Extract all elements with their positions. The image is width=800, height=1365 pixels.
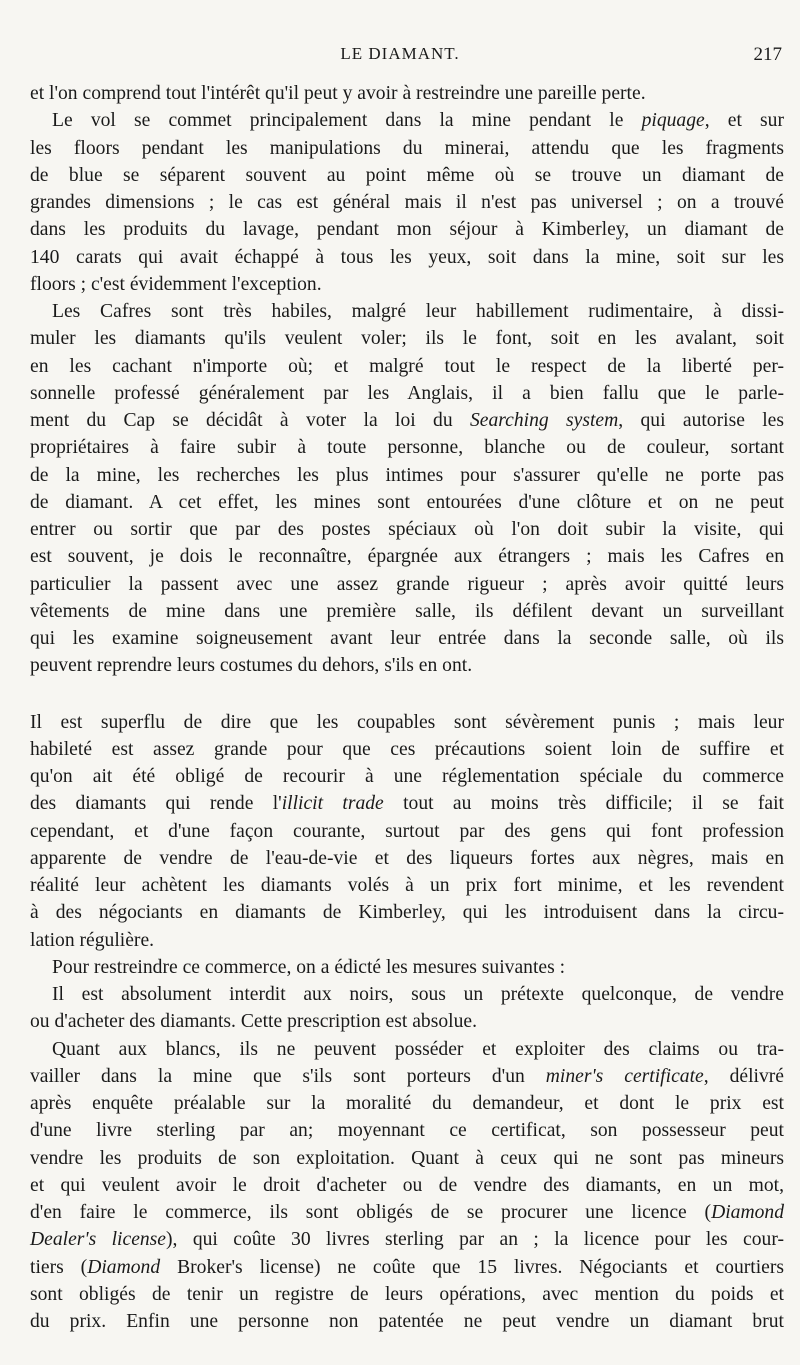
text-line: habileté est assez grande pour que ces précautions soient loin de suffire et bbox=[30, 738, 784, 760]
paragraph-measures bbox=[30, 954, 784, 981]
text-line: Il est absolument interdit aux noirs, sous un prétexte quelconque, de vendre bbox=[52, 984, 784, 1005]
text-line: muler les diamants qu'ils veulent voler; ils le font, soit en les avalant, soit bbox=[30, 328, 784, 350]
text-line: et qui veulent avoir le droit d'acheter ou de vendre des diamants, en un mot, bbox=[30, 1174, 784, 1196]
text-line: sont obligés de tenir un registre de leurs opérations, avec mention du poids et bbox=[30, 1283, 784, 1305]
body-text bbox=[30, 80, 784, 1335]
text-line: dans les produits du lavage, pendant mon séjour à Kimberley, un diamant de bbox=[30, 219, 784, 241]
paragraph-prohibition bbox=[30, 981, 784, 1036]
text-line: Quant aux blancs, ils ne peuvent posséder et exploiter des claims ou tra- bbox=[52, 1038, 784, 1060]
text-line: ment du Cap se décidât à voter la loi du Searching system, qui autorise les bbox=[30, 410, 784, 431]
paragraph-continuation bbox=[30, 80, 784, 107]
text-line: en les cachant n'importe où; et malgré tout le respect de la liberté per- bbox=[30, 355, 784, 377]
paragraph-illicit-trade bbox=[30, 709, 784, 954]
running-header bbox=[0, 44, 800, 70]
text-line: sonnelle professé généralement par les Anglais, il a bien fallu que le parle- bbox=[30, 382, 784, 404]
text-line: vendre les produits de son exploitation. Quant à ceux qui ne sont pas mineurs bbox=[30, 1147, 784, 1169]
text-line: apparente de vendre de l'eau-de-vie et des liqueurs fortes aux nègres, mais en bbox=[30, 847, 784, 869]
text-line: du prix. Enfin une personne non patentée ne peut vendre un diamant brut bbox=[30, 1311, 784, 1332]
text-line: 140 carats qui avait échappé à tous les yeux, soit dans la mine, soit sur les bbox=[30, 246, 784, 268]
text-line: de blue se séparent souvent au point même où se trouve un diamant de bbox=[30, 164, 784, 186]
text-line: Pour restreindre ce commerce, on a édicté les mesures suivantes : bbox=[52, 956, 566, 978]
text-line: à des négociants en diamants de Kimberley, qui les introduisent dans la circu- bbox=[30, 902, 784, 924]
text-line: Le vol se commet principalement dans la mine pendant le piquage, et sur bbox=[52, 110, 784, 132]
text-line: de diamant. A cet effet, les mines sont entourées d'une clôture et on ne peut bbox=[30, 491, 784, 513]
text-line: entrer ou sortir que par des postes spéciaux où l'on doit subir la visite, qui bbox=[30, 519, 784, 540]
text-line: réalité leur achètent les diamants volés à un prix fort minime, et les revendent bbox=[30, 875, 784, 896]
text-line: grandes dimensions ; le cas est général mais il n'est pas universel ; on a trouvé bbox=[30, 192, 784, 213]
running-title: LE DIAMANT. bbox=[340, 44, 460, 63]
page-number: 217 bbox=[753, 44, 782, 65]
text-line: qu'on ait été obligé de recourir à une réglementation spéciale du commerce bbox=[30, 766, 784, 787]
text-line: d'en faire le commerce, ils sont obligés de se procurer une licence (Diamond bbox=[30, 1202, 784, 1223]
text-line: peuvent reprendre leurs costumes du dehors, s'ils en ont. bbox=[30, 655, 473, 677]
text-line: Dealer's license), qui coûte 30 livres sterling par an ; la licence pour les cour- bbox=[30, 1229, 784, 1251]
text-line: et l'on comprend tout l'intérêt qu'il peut y avoir à restreindre une pareille perte. bbox=[30, 83, 646, 104]
text-line: tiers (Diamond Broker's license) ne coûte que 15 livres. Négociants et courtiers bbox=[30, 1256, 784, 1278]
paragraph-cafres bbox=[30, 298, 784, 680]
text-line: Les Cafres sont très habiles, malgré leur habillement rudimentaire, à dissi- bbox=[52, 301, 784, 322]
text-line: d'une livre sterling par an; moyennant ce certificat, son possesseur peut bbox=[30, 1120, 784, 1142]
text-line: propriétaires à faire subir à toute personne, blanche ou de couleur, sortant bbox=[30, 437, 784, 459]
text-line: vailler dans la mine que s'ils sont porteurs d'un miner's certificate, délivré bbox=[30, 1065, 784, 1087]
text-line: particulier la passent avec une assez grande rigueur ; après avoir quitté leurs bbox=[30, 573, 784, 595]
text-line: de la mine, les recherches les plus intimes pour s'assurer qu'elle ne porte pas bbox=[30, 464, 784, 486]
text-line: après enquête préalable sur la moralité du demandeur, et dont le prix est bbox=[30, 1093, 784, 1114]
paragraph-licenses bbox=[30, 1036, 784, 1336]
section-gap bbox=[30, 680, 784, 709]
text-line: floors ; c'est évidemment l'exception. bbox=[30, 273, 322, 295]
text-line: qui les examine soigneusement avant leur entrée dans la seconde salle, où ils bbox=[30, 628, 784, 649]
text-line: les floors pendant les manipulations du minerai, attendu que les fragments bbox=[30, 137, 784, 159]
text-line: ou d'acheter des diamants. Cette prescription est absolue. bbox=[30, 1011, 477, 1033]
text-line: des diamants qui rende l'illicit trade tout au moins très difficile; il se fait bbox=[30, 793, 784, 815]
text-line: cependant, et d'une façon courante, surtout par des gens qui font profession bbox=[30, 820, 784, 842]
text-line: lation régulière. bbox=[30, 929, 155, 951]
paragraph-theft bbox=[30, 107, 784, 298]
text-line: vêtements de mine dans une première salle, ils défilent devant un surveillant bbox=[30, 600, 784, 622]
text-line: Il est superflu de dire que les coupables sont sévèrement punis ; mais leur bbox=[30, 711, 784, 733]
text-line: est souvent, je dois le reconnaître, épargnée aux étrangers ; mais les Cafres en bbox=[30, 546, 784, 568]
